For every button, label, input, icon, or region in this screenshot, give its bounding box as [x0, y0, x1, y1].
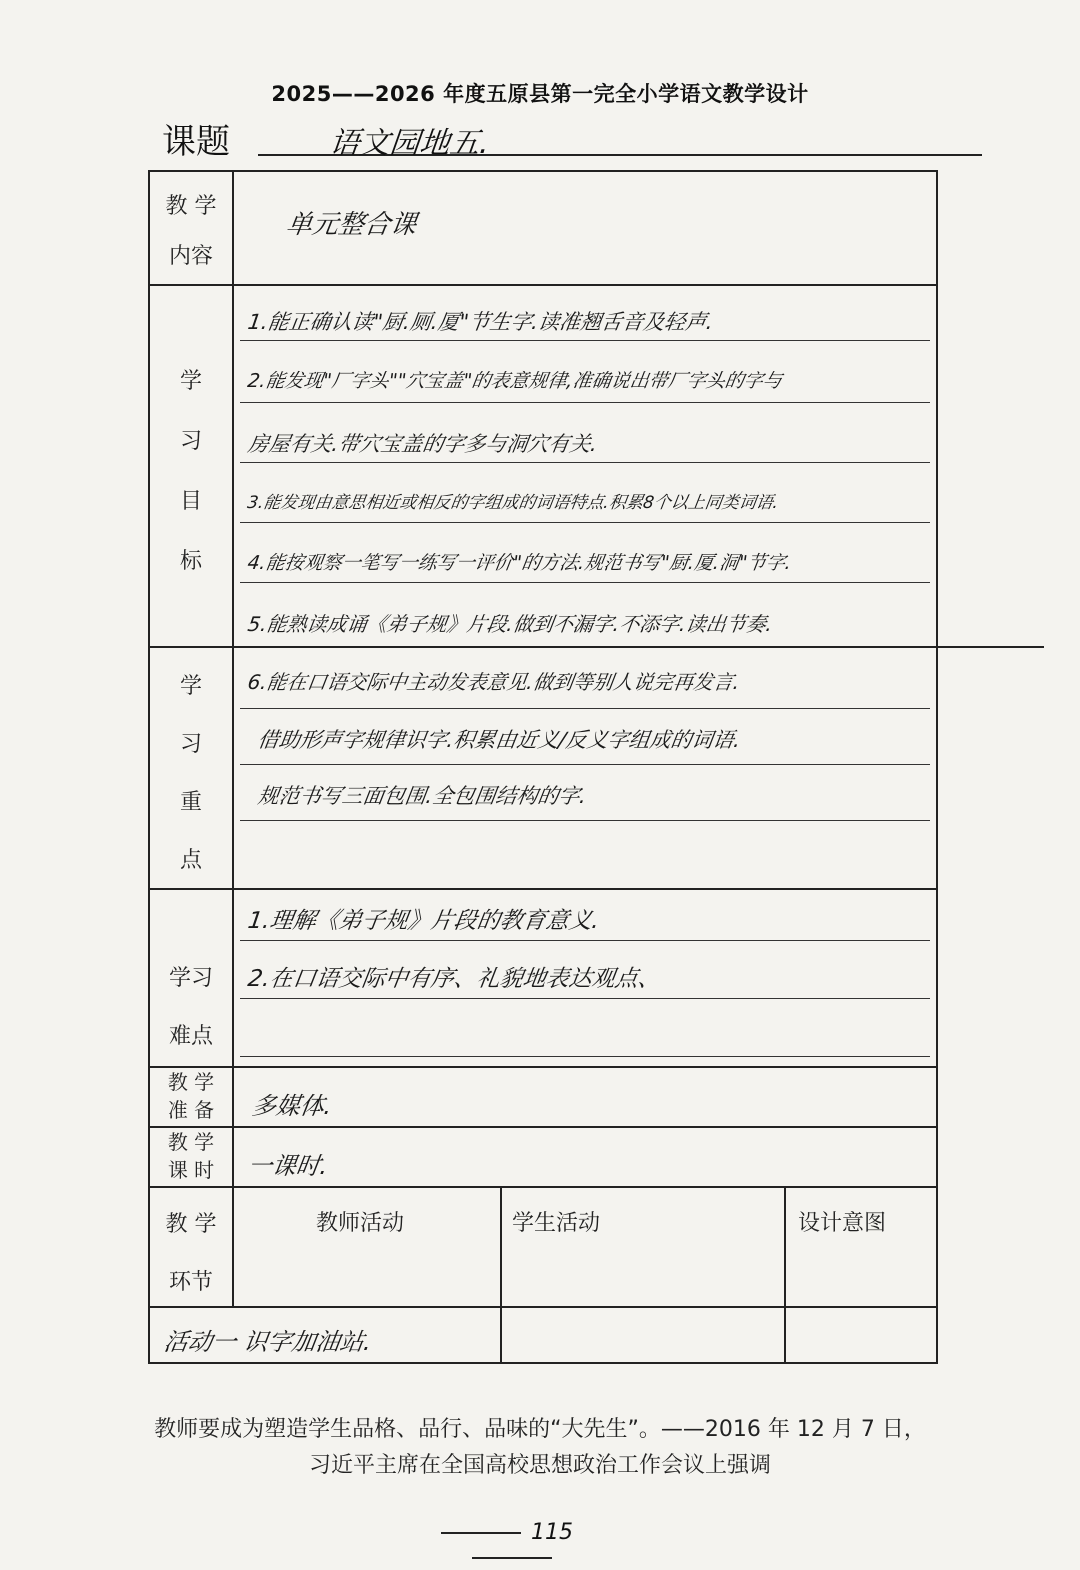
writing-rule: [240, 764, 930, 765]
writing-rule: [240, 340, 930, 341]
writing-rule: [240, 820, 930, 821]
difficulty-line: 1.理解《弟子规》片段的教育意义.: [246, 908, 602, 934]
objective-line: 2.能发现"厂字头""穴宝盖"的表意规律,准确说出带厂字头的字与: [246, 370, 784, 392]
topic-value: 语文园地五.: [327, 126, 492, 161]
objective-line: 4.能按观察一笔写一练写一评价"的方法.规范书写"厨.厦.洞"节字.: [246, 552, 793, 574]
writing-rule: [240, 708, 930, 709]
lesson-plan-table: [148, 170, 938, 1364]
column-divider: [500, 1186, 502, 1364]
difficulty-line: 2.在口语交际中有序、礼貌地表达观点、: [246, 966, 663, 992]
topic-label: 课题: [162, 122, 230, 162]
writing-rule: [240, 462, 930, 463]
objective-line: 1.能正确认读"厨.厕.厦"节生字.读准翘舌音及轻声.: [246, 310, 715, 334]
column-divider: [784, 1186, 786, 1364]
student-activity-header: 学生活动: [512, 1211, 601, 1236]
writing-rule: [240, 402, 930, 403]
objective-line: 房屋有关.带穴宝盖的字多与洞穴有关.: [246, 432, 600, 456]
key-point-line: 借助形声字规律识字.积累由近义/反义字组成的词语.: [256, 728, 743, 752]
writing-rule: [240, 1056, 930, 1057]
row-divider: [150, 1126, 936, 1128]
row-divider: [150, 284, 936, 286]
design-intent-header: 设计意图: [798, 1211, 887, 1236]
label-column-divider: [232, 172, 234, 1306]
phases-label: 教 学 环节: [165, 1212, 217, 1295]
page-number: 115: [412, 1520, 612, 1570]
difficulties-label: 学习 难点: [168, 966, 213, 1049]
preparation-label: 教 学 准 备: [167, 1070, 215, 1122]
objective-line: 5.能熟读成诵《弟子规》片段.做到不漏字.不添字.读出节奏.: [246, 612, 775, 636]
key-points-label: 学 习 重 点: [179, 674, 202, 873]
content-value: 单元整合课: [284, 210, 419, 240]
writing-rule: [240, 522, 930, 523]
periods-value: 一课时.: [246, 1152, 330, 1180]
row-divider: [150, 888, 936, 890]
activity-one: 活动一 识字加油站.: [162, 1328, 374, 1356]
topic-row: [162, 112, 982, 162]
document-header: 2025——2026 年度五原县第一完全小学语文教学设计: [271, 82, 809, 106]
objective-line: 3.能发现由意思相近或相反的字组成的词语特点.积累8个以上同类词语.: [246, 493, 780, 513]
footer-source: 习近平主席在全国高校思想政治工作会议上强调: [308, 1453, 771, 1478]
row-divider: [150, 1066, 936, 1068]
row-divider: [150, 1186, 936, 1188]
writing-rule: [240, 998, 930, 999]
page-number-dash: [472, 1557, 552, 1559]
preparation-value: 多媒体.: [250, 1092, 334, 1120]
key-point-line: 6.能在口语交际中主动发表意见.做到等别人说完再发言.: [246, 670, 742, 694]
periods-label: 教 学 课 时: [167, 1130, 215, 1182]
page-number-dash: [441, 1532, 521, 1534]
row-divider: [150, 1306, 936, 1308]
footer-quote: 教师要成为塑造学生品格、品行、品味的“大先生”。——2016 年 12 月 7 日，: [154, 1417, 926, 1442]
writing-rule: [240, 940, 930, 941]
content-label: 教 学 内容: [165, 194, 217, 269]
key-point-line: 规范书写三面包围.全包围结构的字.: [256, 784, 589, 808]
teacher-activity-header: 教师活动: [316, 1211, 405, 1236]
row-divider: [150, 646, 1044, 648]
objectives-label: 学 习 目 标: [179, 369, 202, 574]
writing-rule: [240, 582, 930, 583]
